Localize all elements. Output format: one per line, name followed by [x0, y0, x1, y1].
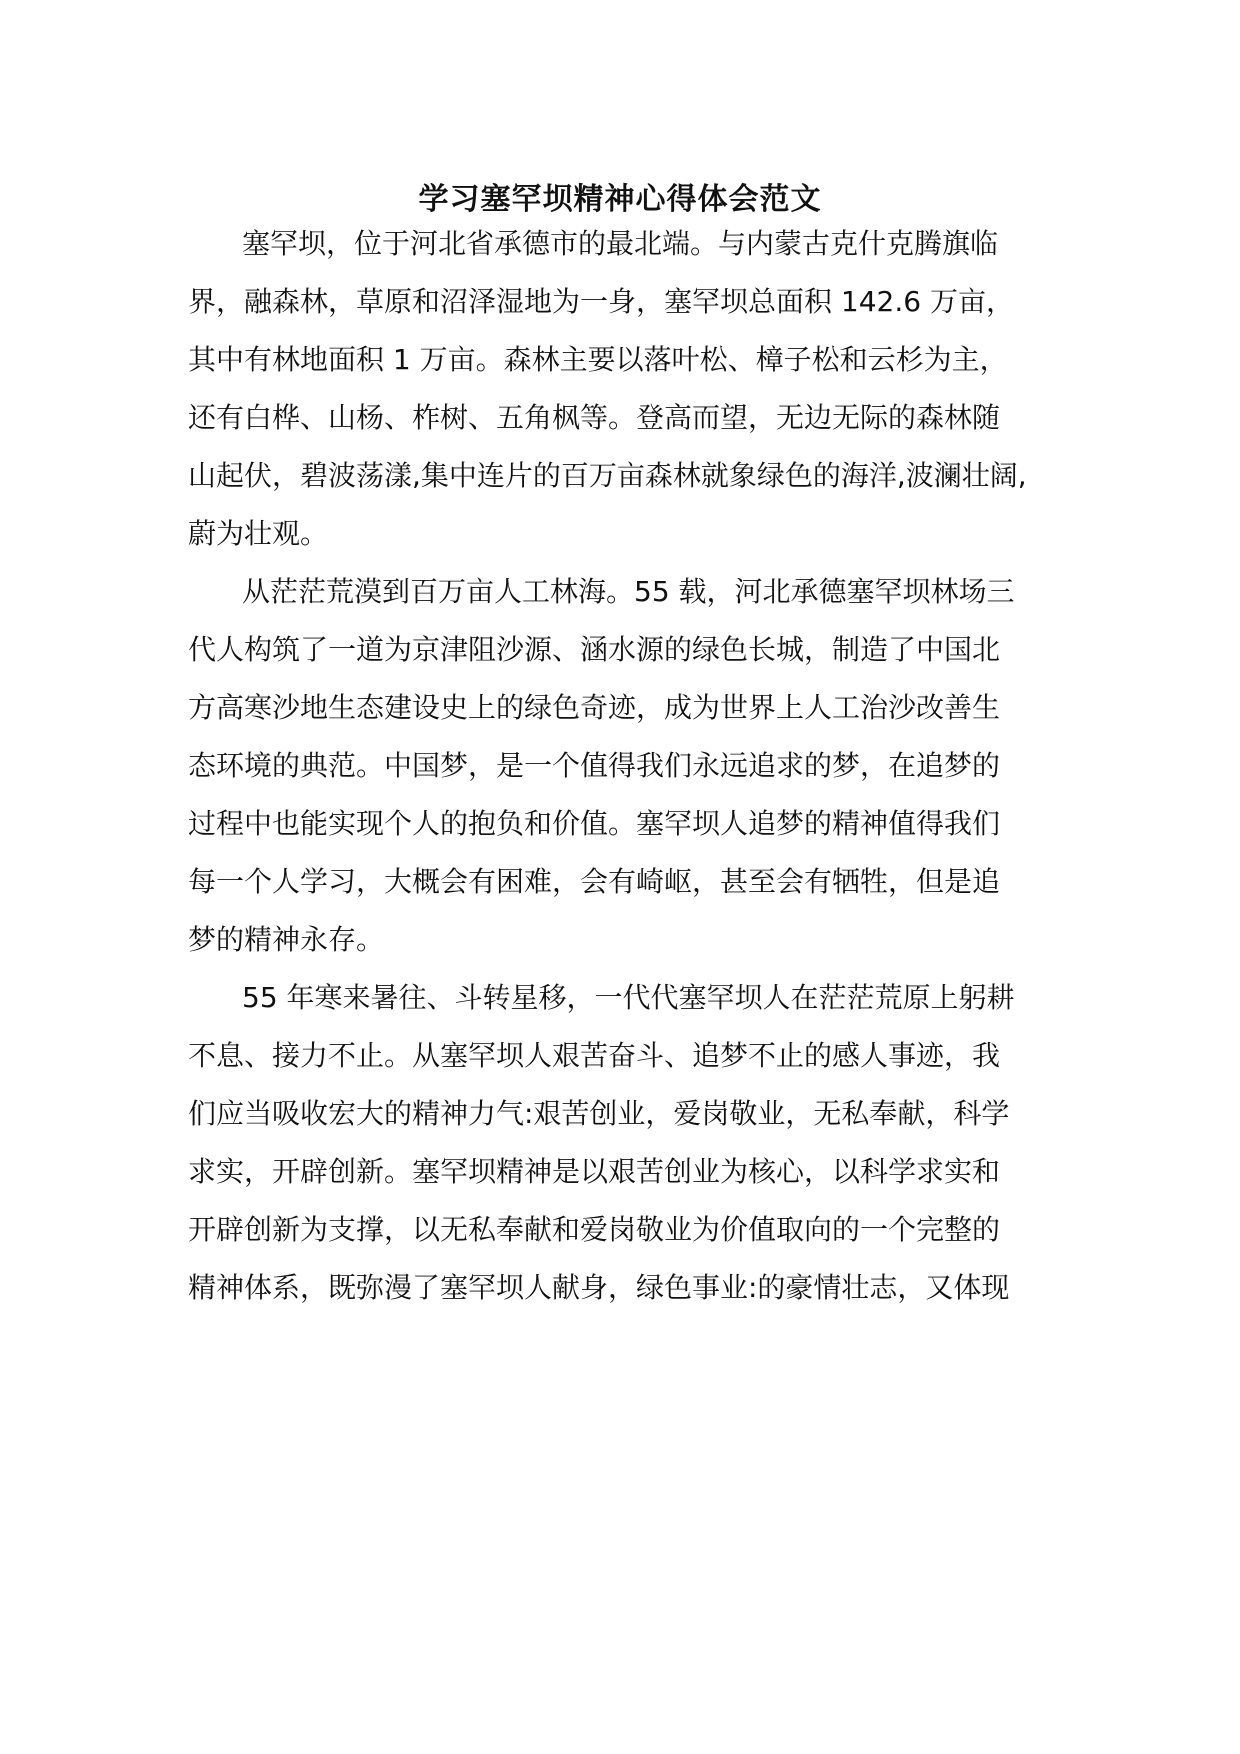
paragraph-2-line-5: 过程中也能实现个人的抱负和价值。塞罕坝人追梦的精神值得我们: [188, 807, 1001, 840]
paragraph-2-line-2: 代人构筑了一道为京津阻沙源、涵水源的绿色长城，制造了中国北: [188, 633, 1001, 666]
paragraph-2-line-1: 从茫茫荒漠到百万亩人工林海。55 载，河北承德塞罕坝林场三: [242, 575, 1015, 608]
paragraph-1-line-5: 山起伏，碧波荡漾,集中连片的百万亩森林就象绿色的海洋,波澜壮阔,: [188, 459, 1027, 492]
paragraph-3-line-1: 55 年寒来暑往、斗转星移，一代代塞罕坝人在茫茫荒原上躬耕: [242, 981, 1015, 1014]
paragraph-2-line-6: 每一个人学习，大概会有困难，会有崎岖，甚至会有牺牲，但是追: [188, 865, 1001, 898]
paragraph-2-line-4: 态环境的典范。中国梦，是一个值得我们永远追求的梦，在追梦的: [188, 749, 1001, 782]
paragraph-3-line-5: 开辟创新为支撑，以无私奉献和爱岗敬业为价值取向的一个完整的: [188, 1213, 1001, 1246]
paragraph-1-line-6: 蔚为壮观。: [188, 517, 329, 550]
paragraph-1-line-4: 还有白桦、山杨、柞树、五角枫等。登高而望，无边无际的森林随: [188, 401, 1001, 434]
paragraph-3-line-3: 们应当吸收宏大的精神力气:艰苦创业，爱岗敬业，无私奉献，科学: [188, 1097, 1010, 1130]
paragraph-1-line-2: 界，融森林，草原和沼泽湿地为一身，塞罕坝总面积 142.6 万亩，: [188, 285, 1014, 318]
document-title: 学习塞罕坝精神心得体会范文: [418, 182, 822, 217]
paragraph-2-line-7: 梦的精神永存。: [188, 923, 385, 956]
paragraph-2-line-3: 方高寒沙地生态建设史上的绿色奇迹，成为世界上人工治沙改善生: [188, 691, 1001, 724]
paragraph-3-line-6: 精神体系，既弥漫了塞罕坝人献身，绿色事业:的豪情壮志，又体现: [188, 1271, 1010, 1304]
paragraph-3-line-2: 不息、接力不止。从塞罕坝人艰苦奋斗、追梦不止的感人事迹，我: [188, 1039, 1001, 1072]
paragraph-3-line-4: 求实，开辟创新。塞罕坝精神是以艰苦创业为核心，以科学求实和: [188, 1155, 1001, 1188]
paragraph-1-line-1: 塞罕坝，位于河北省承德市的最北端。与内蒙古克什克腾旗临: [242, 227, 999, 260]
paragraph-1-line-3: 其中有林地面积 1 万亩。森林主要以落叶松、樟子松和云杉为主，: [188, 343, 1008, 376]
